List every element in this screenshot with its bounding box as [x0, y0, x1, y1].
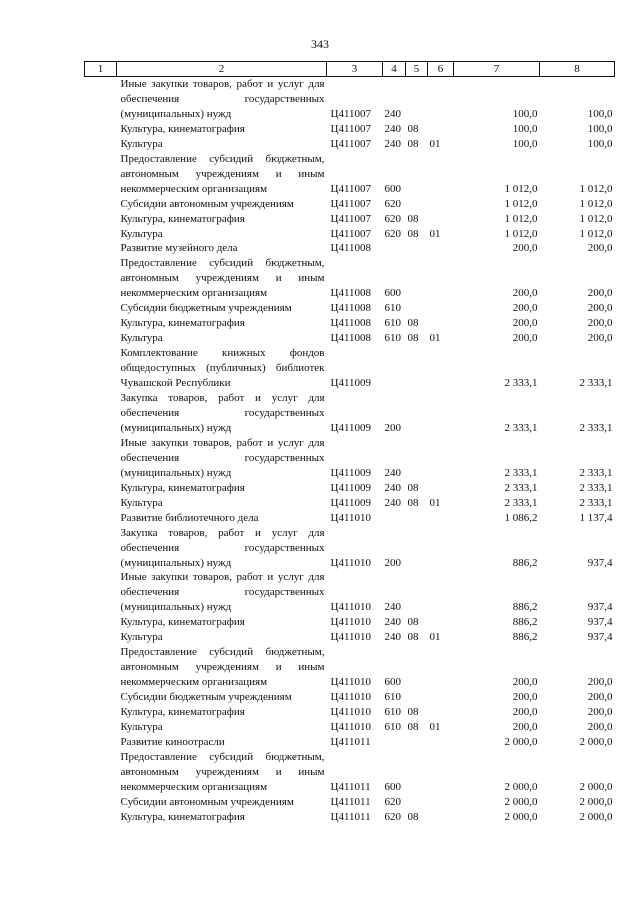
row-pr-cell — [428, 346, 454, 391]
row-value-7-cell: 200,0 — [512, 720, 538, 733]
row-pr-cell — [428, 735, 454, 750]
row-name-cell: Развитие киноотрасли — [120, 735, 225, 748]
row-vr-cell: 240 — [384, 601, 401, 614]
row-pr-cell — [428, 511, 454, 526]
row-name-cell: Развитие музейного дела — [120, 242, 238, 255]
row-vr-cell: 620 — [384, 795, 401, 808]
row-value-7-cell: 1 012,0 — [504, 197, 538, 210]
row-blank-cell — [85, 137, 117, 152]
row-blank-cell — [85, 810, 117, 825]
header-col-1: 1 — [85, 62, 117, 77]
row-value-8-cell: 2 333,1 — [579, 377, 613, 390]
row-vr-cell: 610 — [384, 317, 401, 330]
row-value-7-cell: 200,0 — [512, 302, 538, 315]
row-code-cell: Ц411009 — [330, 377, 372, 390]
row-value-7-cell: 886,2 — [512, 616, 538, 629]
header-col-5: 5 — [406, 62, 428, 77]
row-code-cell: Ц411011 — [330, 735, 371, 748]
row-code-cell: Ц411009 — [330, 421, 372, 434]
header-col-8: 8 — [540, 62, 615, 77]
row-code-cell: Ц411010 — [330, 511, 372, 524]
row-code-cell: Ц411010 — [330, 601, 372, 614]
row-blank-cell — [85, 795, 117, 810]
row-blank-cell — [85, 720, 117, 735]
row-value-7-cell: 200,0 — [512, 317, 538, 330]
table-row — [85, 645, 615, 690]
header-col-2: 2 — [117, 62, 327, 77]
row-rz-cell: 08 — [407, 481, 419, 494]
row-value-8-cell: 100,0 — [587, 137, 613, 150]
row-rz-cell — [406, 526, 428, 571]
table-row — [85, 301, 615, 316]
row-blank-cell — [85, 690, 117, 705]
row-code-cell: Ц411010 — [330, 706, 372, 719]
row-value-7-cell: 100,0 — [512, 137, 538, 150]
row-value-8-cell: 2 333,1 — [579, 421, 613, 434]
row-value-7-cell: 200,0 — [512, 691, 538, 704]
table-row — [85, 331, 615, 346]
row-code-cell: Ц411010 — [330, 676, 372, 689]
row-vr-cell: 200 — [384, 556, 401, 569]
row-value-8-cell: 200,0 — [587, 317, 613, 330]
row-rz-cell — [406, 735, 428, 750]
row-value-7-cell: 886,2 — [512, 556, 538, 569]
row-value-7-cell: 2 333,1 — [504, 377, 538, 390]
row-pr-cell — [428, 690, 454, 705]
row-pr-cell — [428, 795, 454, 810]
row-vr-cell: 240 — [384, 137, 401, 150]
row-pr-cell — [428, 241, 454, 256]
table-row — [85, 241, 615, 256]
header-col-3: 3 — [327, 62, 383, 77]
row-name-cell: Предоставление субсидий бюджетным, автономным учреждениям и иным некоммерческим организациям — [120, 257, 325, 300]
row-value-7-cell: 2 333,1 — [504, 496, 538, 509]
header-col-6: 6 — [428, 62, 454, 77]
row-rz-cell — [406, 436, 428, 481]
table-row — [85, 391, 615, 436]
row-value-8-cell: 2 333,1 — [579, 481, 613, 494]
table-row — [85, 705, 615, 720]
row-code-cell: Ц411011 — [330, 780, 371, 793]
row-value-8-cell: 937,4 — [587, 556, 613, 569]
row-vr-cell: 200 — [384, 421, 401, 434]
row-code-cell: Ц411011 — [330, 810, 371, 823]
row-code-cell: Ц411010 — [330, 631, 372, 644]
row-value-8-cell: 200,0 — [587, 676, 613, 689]
row-rz-cell — [406, 197, 428, 212]
row-pr-cell — [428, 481, 454, 496]
row-name-cell: Субсидии автономным учреждениям — [120, 197, 294, 210]
row-pr-cell — [428, 391, 454, 436]
row-blank-cell — [85, 630, 117, 645]
row-blank-cell — [85, 77, 117, 122]
table-row — [85, 750, 615, 795]
row-pr-cell — [428, 436, 454, 481]
table-row — [85, 316, 615, 331]
row-value-8-cell: 200,0 — [587, 287, 613, 300]
row-code-cell: Ц411008 — [330, 302, 372, 315]
row-name-cell: Предоставление субсидий бюджетным, автономным учреждениям и иным некоммерческим организациям — [120, 646, 325, 689]
row-pr-cell: 01 — [429, 227, 441, 240]
row-name-cell: Культура — [120, 332, 163, 345]
row-blank-cell — [85, 122, 117, 137]
budget-table — [84, 61, 615, 825]
row-pr-cell — [428, 705, 454, 720]
row-value-7-cell: 2 000,0 — [504, 735, 538, 748]
row-rz-cell: 08 — [407, 317, 419, 330]
row-blank-cell — [85, 346, 117, 391]
table-row — [85, 436, 615, 481]
table-row — [85, 511, 615, 526]
row-code-cell: Ц411007 — [330, 137, 372, 150]
row-blank-cell — [85, 241, 117, 256]
row-value-8-cell: 937,4 — [587, 616, 613, 629]
row-blank-cell — [85, 735, 117, 750]
row-vr-cell: 610 — [384, 332, 401, 345]
row-vr-cell: 610 — [384, 691, 401, 704]
row-value-7-cell: 2 333,1 — [504, 466, 538, 479]
table-row — [85, 720, 615, 735]
row-name-cell: Комплектование книжных фондов общедоступных (публичных) библиотек Чувашской Республики — [120, 347, 325, 390]
row-blank-cell — [85, 511, 117, 526]
table-row — [85, 690, 615, 705]
row-blank-cell — [85, 705, 117, 720]
row-rz-cell — [406, 690, 428, 705]
row-blank-cell — [85, 481, 117, 496]
table-row — [85, 481, 615, 496]
row-name-cell: Культура, кинематография — [120, 616, 245, 629]
row-rz-cell: 08 — [407, 122, 419, 135]
row-value-8-cell: 200,0 — [587, 302, 613, 315]
row-pr-cell — [428, 256, 454, 301]
table-row — [85, 570, 615, 615]
row-value-8-cell: 937,4 — [587, 601, 613, 614]
row-value-7-cell: 200,0 — [512, 676, 538, 689]
row-value-8-cell: 200,0 — [587, 242, 613, 255]
row-rz-cell: 08 — [407, 810, 419, 823]
row-vr-cell: 610 — [384, 302, 401, 315]
row-value-8-cell: 200,0 — [587, 720, 613, 733]
row-pr-cell: 01 — [429, 137, 441, 150]
table-row — [85, 77, 615, 122]
row-value-8-cell: 1 012,0 — [579, 212, 613, 225]
table-row — [85, 630, 615, 645]
table-row — [85, 346, 615, 391]
row-name-cell: Культура, кинематография — [120, 481, 245, 494]
row-name-cell: Закупка товаров, работ и услуг для обеспечения государственных (муниципальных) нужд — [120, 392, 325, 434]
row-rz-cell — [406, 77, 428, 122]
row-vr-cell: 240 — [384, 481, 401, 494]
row-value-8-cell: 1 012,0 — [579, 197, 613, 210]
row-pr-cell — [428, 750, 454, 795]
row-name-cell: Культура — [120, 496, 163, 509]
row-value-7-cell: 1 086,2 — [504, 511, 538, 524]
table-row — [85, 152, 615, 197]
row-vr-cell: 240 — [384, 631, 401, 644]
row-rz-cell — [406, 241, 428, 256]
row-name-cell: Культура, кинематография — [120, 317, 245, 330]
row-code-cell: Ц411009 — [330, 481, 372, 494]
table-row — [85, 615, 615, 630]
row-code-cell: Ц411010 — [330, 556, 372, 569]
row-value-7-cell: 2 333,1 — [504, 481, 538, 494]
row-value-7-cell: 2 000,0 — [504, 795, 538, 808]
table-row — [85, 795, 615, 810]
row-pr-cell — [428, 77, 454, 122]
row-value-8-cell: 200,0 — [587, 332, 613, 345]
row-blank-cell — [85, 152, 117, 197]
row-blank-cell — [85, 227, 117, 242]
row-value-7-cell: 100,0 — [512, 107, 538, 120]
row-code-cell: Ц411008 — [330, 242, 372, 255]
row-pr-cell — [428, 197, 454, 212]
row-code-cell: Ц411011 — [330, 795, 371, 808]
table-row — [85, 227, 615, 242]
row-value-8-cell: 2 000,0 — [579, 810, 613, 823]
row-vr-cell: 620 — [384, 227, 401, 240]
row-code-cell: Ц411010 — [330, 616, 372, 629]
row-blank-cell — [85, 316, 117, 331]
table-row — [85, 496, 615, 511]
row-value-7-cell: 200,0 — [512, 287, 538, 300]
row-vr-cell: 240 — [384, 496, 401, 509]
row-value-7-cell: 1 012,0 — [504, 212, 538, 225]
table-row — [85, 197, 615, 212]
row-code-cell: Ц411007 — [330, 182, 372, 195]
row-blank-cell — [85, 436, 117, 481]
row-rz-cell — [406, 346, 428, 391]
row-pr-cell — [428, 645, 454, 690]
row-name-cell: Субсидии бюджетным учреждениям — [120, 691, 292, 704]
row-value-7-cell: 200,0 — [512, 242, 538, 255]
row-name-cell: Субсидии бюджетным учреждениям — [120, 302, 292, 315]
header-col-4: 4 — [383, 62, 406, 77]
row-name-cell: Закупка товаров, работ и услуг для обеспечения государственных (муниципальных) нужд — [120, 526, 325, 569]
row-pr-cell: 01 — [429, 496, 441, 509]
row-rz-cell — [406, 256, 428, 301]
row-vr-cell: 240 — [384, 107, 401, 120]
row-blank-cell — [85, 331, 117, 346]
row-value-7-cell: 200,0 — [512, 706, 538, 719]
row-name-cell: Предоставление субсидий бюджетным, автономным учреждениям и иным некоммерческим организациям — [120, 750, 325, 793]
row-blank-cell — [85, 301, 117, 316]
row-name-cell: Культура — [120, 137, 163, 150]
row-pr-cell: 01 — [429, 332, 441, 345]
row-name-cell: Культура, кинематография — [120, 122, 245, 135]
row-blank-cell — [85, 256, 117, 301]
row-value-7-cell: 200,0 — [512, 332, 538, 345]
row-name-cell: Иные закупки товаров, работ и услуг для обеспечения государственных (муниципальных) нужд — [120, 571, 325, 614]
row-value-7-cell: 2 000,0 — [504, 780, 538, 793]
row-pr-cell — [428, 615, 454, 630]
row-vr-cell — [383, 735, 406, 750]
row-vr-cell: 240 — [384, 616, 401, 629]
row-rz-cell: 08 — [407, 227, 419, 240]
row-rz-cell: 08 — [407, 706, 419, 719]
row-name-cell: Культура, кинематография — [120, 212, 245, 225]
table-row — [85, 526, 615, 571]
row-pr-cell: 01 — [429, 720, 441, 733]
row-vr-cell: 240 — [384, 122, 401, 135]
row-rz-cell — [406, 645, 428, 690]
row-rz-cell: 08 — [407, 631, 419, 644]
row-name-cell: Иные закупки товаров, работ и услуг для обеспечения государственных (муниципальных) нужд — [120, 78, 325, 120]
row-name-cell: Развитие библиотечного дела — [120, 511, 259, 524]
row-pr-cell — [428, 301, 454, 316]
row-rz-cell: 08 — [407, 332, 419, 345]
row-value-7-cell: 886,2 — [512, 631, 538, 644]
row-pr-cell — [428, 526, 454, 571]
row-code-cell: Ц411009 — [330, 466, 372, 479]
row-vr-cell: 610 — [384, 720, 401, 733]
row-code-cell: Ц411008 — [330, 332, 372, 345]
row-value-8-cell: 100,0 — [587, 107, 613, 120]
row-name-cell: Культура — [120, 631, 163, 644]
row-blank-cell — [85, 645, 117, 690]
row-pr-cell — [428, 570, 454, 615]
row-rz-cell: 08 — [407, 137, 419, 150]
row-value-7-cell: 1 012,0 — [504, 227, 538, 240]
row-value-7-cell: 2 000,0 — [504, 810, 538, 823]
row-code-cell: Ц411008 — [330, 317, 372, 330]
row-blank-cell — [85, 750, 117, 795]
table-row — [85, 810, 615, 825]
row-pr-cell — [428, 316, 454, 331]
row-rz-cell — [406, 152, 428, 197]
row-vr-cell: 600 — [384, 676, 401, 689]
row-name-cell: Культура — [120, 227, 163, 240]
page-number: 343 — [311, 37, 329, 51]
row-vr-cell: 610 — [384, 706, 401, 719]
row-rz-cell — [406, 301, 428, 316]
row-pr-cell — [428, 152, 454, 197]
row-value-7-cell: 100,0 — [512, 122, 538, 135]
row-vr-cell: 620 — [384, 197, 401, 210]
row-rz-cell — [406, 750, 428, 795]
row-code-cell: Ц411007 — [330, 107, 372, 120]
header-col-7: 7 — [454, 62, 540, 77]
row-vr-cell: 620 — [384, 810, 401, 823]
row-vr-cell: 240 — [384, 466, 401, 479]
row-pr-cell — [428, 122, 454, 137]
row-value-8-cell: 1 012,0 — [579, 227, 613, 240]
table-row — [85, 137, 615, 152]
table-row — [85, 735, 615, 750]
row-name-cell: Предоставление субсидий бюджетным, автономным учреждениям и иным некоммерческим организациям — [120, 152, 325, 195]
row-code-cell: Ц411009 — [330, 496, 372, 509]
row-value-8-cell: 200,0 — [587, 691, 613, 704]
row-code-cell: Ц411007 — [330, 122, 372, 135]
row-value-7-cell: 1 012,0 — [504, 182, 538, 195]
table-header-row — [85, 62, 615, 77]
row-rz-cell: 08 — [407, 212, 419, 225]
row-value-8-cell: 1 012,0 — [579, 182, 613, 195]
row-name-cell: Иные закупки товаров, работ и услуг для обеспечения государственных (муниципальных) нужд — [120, 436, 325, 479]
row-vr-cell — [383, 241, 406, 256]
table-body — [85, 77, 615, 825]
row-pr-cell — [428, 212, 454, 227]
row-rz-cell — [406, 391, 428, 436]
table-row — [85, 256, 615, 301]
row-blank-cell — [85, 570, 117, 615]
row-value-8-cell: 2 000,0 — [579, 735, 613, 748]
row-value-8-cell: 2 333,1 — [579, 466, 613, 479]
row-name-cell: Культура, кинематография — [120, 706, 245, 719]
table-row — [85, 212, 615, 227]
row-value-8-cell: 200,0 — [587, 706, 613, 719]
row-value-8-cell: 937,4 — [587, 631, 613, 644]
row-value-8-cell: 2 000,0 — [579, 780, 613, 793]
row-vr-cell: 600 — [384, 287, 401, 300]
row-vr-cell: 620 — [384, 212, 401, 225]
row-name-cell: Субсидии автономным учреждениям — [120, 795, 294, 808]
row-code-cell: Ц411007 — [330, 197, 372, 210]
row-rz-cell — [406, 795, 428, 810]
row-rz-cell: 08 — [407, 616, 419, 629]
row-blank-cell — [85, 212, 117, 227]
row-value-8-cell: 2 000,0 — [579, 795, 613, 808]
row-rz-cell — [406, 511, 428, 526]
row-name-cell: Культура — [120, 720, 163, 733]
row-blank-cell — [85, 391, 117, 436]
row-name-cell: Культура, кинематография — [120, 810, 245, 823]
row-value-8-cell: 100,0 — [587, 122, 613, 135]
row-vr-cell — [383, 346, 406, 391]
row-code-cell: Ц411008 — [330, 287, 372, 300]
row-value-8-cell: 2 333,1 — [579, 496, 613, 509]
row-vr-cell — [383, 511, 406, 526]
row-rz-cell: 08 — [407, 496, 419, 509]
row-pr-cell — [428, 810, 454, 825]
row-value-7-cell: 2 333,1 — [504, 421, 538, 434]
row-blank-cell — [85, 615, 117, 630]
row-vr-cell: 600 — [384, 780, 401, 793]
table-row — [85, 122, 615, 137]
row-vr-cell: 600 — [384, 182, 401, 195]
row-blank-cell — [85, 197, 117, 212]
row-pr-cell: 01 — [429, 631, 441, 644]
row-value-8-cell: 1 137,4 — [579, 511, 613, 524]
row-code-cell: Ц411010 — [330, 720, 372, 733]
row-code-cell: Ц411007 — [330, 212, 372, 225]
row-rz-cell — [406, 570, 428, 615]
row-blank-cell — [85, 526, 117, 571]
row-rz-cell: 08 — [407, 720, 419, 733]
row-code-cell: Ц411010 — [330, 691, 372, 704]
row-blank-cell — [85, 496, 117, 511]
row-code-cell: Ц411007 — [330, 227, 372, 240]
row-value-7-cell: 886,2 — [512, 601, 538, 614]
